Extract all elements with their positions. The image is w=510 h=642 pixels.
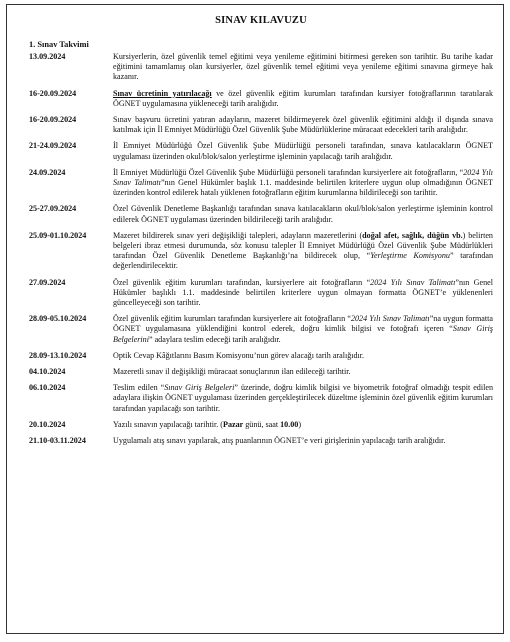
entry-text-part: Özel güvenlik eğitim kurumları tarafından, kursiyerlere ait fotoğrafların “ [113, 277, 371, 287]
entry-date: 20.10.2024 [29, 419, 66, 429]
schedule-entry [29, 141, 493, 161]
entry-date: 24.09.2024 [29, 167, 66, 177]
entry-text: Özel Güvenlik Denetleme Başkanlığı tarafından sınava katılacakların okul/blok/salon yerleştirme işleminin kontrol edilerek ÖGNET uygulaması üzerinden bildirileceği tarih aralığıdır. [113, 204, 493, 224]
entry-text-part: ”na uygun formatta ÖGNET uygulamasına yüklendiğini kontrol ederek, doğru kimlik bilgisi ve fotoğrafı içeren “ [113, 314, 493, 334]
schedule-entry [29, 168, 493, 199]
entry-text-part: ) belirten belgeleri ibraz etmesi durumunda, söz konusu talepler İl Emniyet Müdürlüğü Özel Güvenlik Şube Müdürlükleri tarafından Özel Güvenlik Denetleme Başkanlığı’na bildirecek olup, “ [113, 230, 493, 261]
entry-text-part: günü, saat [243, 419, 281, 429]
italic-phrase: Yerleştirme Komisyonu [370, 251, 450, 261]
entry-text: Mazeretli sınav il değişikliği müracaat sonuçlarının ilan edileceği tarihtir. [113, 367, 351, 377]
schedule-entry [29, 115, 493, 135]
bold-phrase: 10.00 [280, 419, 299, 429]
entry-text-part: ” adaylara teslim edeceği tarih aralığıdır. [148, 334, 281, 344]
entry-text: Optik Cevap Kâğıtlarını Basım Komisyonu’nun görev alacağı tarih aralığıdır. [113, 350, 365, 360]
entry-date: 06.10.2024 [29, 383, 66, 393]
entry-text-part: Yazılı sınavın yapılacağı tarihtir. ( [113, 419, 223, 429]
schedule-entry [29, 204, 493, 224]
entry-text [113, 383, 493, 414]
schedule-entry [29, 351, 493, 361]
entry-date: 25-27.09.2024 [29, 204, 77, 214]
italic-phrase: 2024 Yılı Sınav Talimatı [350, 314, 430, 324]
schedule-entry [29, 436, 493, 446]
italic-phrase: Sınav Giriş Belgeleri [164, 383, 235, 393]
schedule-entry [29, 278, 493, 309]
schedule-entry [29, 52, 493, 83]
entry-text [113, 168, 493, 199]
entry-text: Sınav başvuru ücretini yatıran adayların, mazeret bildirmeyerek özel güvenlik eğitimini aldığı il dışında sınava katılmak için İl Emniyet Müdürlüğü Özel Güvenlik Şube Müdürlüklerine müracaat edecekleri tarih aralığıdır. [113, 115, 493, 135]
entry-date: 16-20.09.2024 [29, 88, 77, 98]
schedule-entry [29, 89, 493, 109]
schedule-entry [29, 420, 493, 430]
entry-text [113, 231, 493, 272]
entry-text-part: ) [298, 419, 302, 429]
italic-phrase: Sınav Giriş Belgelerini [113, 324, 493, 344]
entry-text-part: ”nın Genel Hükümler başlık 1.1. maddesinde belirtilen kriterlere uygun olup olmadığının ÖGNET üzerinden kontrol edilerek hatalı yüklenen fotoğrafların eğitim kurumlarına bildirileceği son tarihtir. [113, 178, 493, 198]
entry-text [113, 420, 493, 430]
entry-text-part: Özel güvenlik eğitim kurumları tarafından kursiyerlere ait fotoğrafların “ [113, 314, 351, 324]
document-title: SINAV KILAVUZU [215, 15, 307, 26]
entry-text-part: ve özel güvenlik eğitim kurumları tarafından kursiyer fotoğraflarının taratılarak ÖGNET uygulamasına yükleneceği tarih aralığıdır. [113, 88, 493, 108]
entry-text: Uygulamalı atış sınavı yapılarak, atış puanlarının ÖGNET’e veri girişlerinin yapılacağı tarih aralığıdır. [113, 436, 446, 446]
section-heading: 1. Sınav Takvimi [29, 40, 89, 49]
entry-text-part: İl Emniyet Müdürlüğü Özel Güvenlik Şube Müdürlüğü personeli tarafından kursiyerlere ait fotoğrafların, “ [113, 167, 464, 177]
entry-text [113, 278, 493, 309]
entry-text [113, 89, 493, 109]
bold-phrase: Sınav ücretinin yatırılacağı [113, 88, 212, 98]
entry-text-part: ” tarafından değerlendirilecektir. [113, 251, 494, 271]
italic-phrase: 2024 Yılı Sınav Talimatı [370, 277, 456, 287]
entry-text: Kursiyerlerin, özel güvenlik temel eğitimi veya yenileme eğitimini bitirmesi gereken son tarihtir. Bu tarihe kadar eğitimini tamamlamış olan kursiyerler, özel güvenlik temel eğitimi veya yenileme eğitimi sınavına girmeye hak kazanır. [113, 52, 493, 82]
entry-text: İl Emniyet Müdürlüğü Özel Güvenlik Şube Müdürlüğü personeli tarafından, sınava katılacakların ÖGNET uygulaması üzerinden okul/blok/salon yerleştirme işleminin yapılacağı tarih aralığıdır. [113, 141, 493, 161]
entry-date: 04.10.2024 [29, 367, 66, 377]
italic-phrase: 2024 Yılı Sınav Talimatı [113, 167, 493, 188]
entry-text-part: ”nın Genel Hükümler başlıklı 1.1. maddesinde belirtilen kriterlere uygun olmayan formatta ÖGNET’e yüklenenleri güncelleyeceği son tarihtir. [113, 277, 493, 308]
schedule-entry [29, 314, 493, 345]
entry-date: 21.10-03.11.2024 [29, 436, 86, 446]
schedule-entry [29, 231, 493, 272]
entry-date: 21-24.09.2024 [29, 141, 77, 151]
entry-date: 16-20.09.2024 [29, 115, 77, 125]
entry-date: 28.09-05.10.2024 [29, 314, 87, 324]
entry-text [113, 314, 493, 345]
bold-phrase: Pazar [223, 419, 244, 429]
entry-date: 28.09-13.10.2024 [29, 350, 87, 360]
entry-date: 27.09.2024 [29, 277, 66, 287]
entry-date: 25.09-01.10.2024 [29, 230, 87, 240]
entry-text-part: ” üzerinde, doğru kimlik bilgisi ve biyometrik fotoğraf olmadığı tespit edilen adaylara ilişkin ÖGNET uygulaması üzerinden gerçekleştirilecek düzeltme işleminin özel güvenlik eğitim kurumları tarafından yapılacağı son tarihtir. [113, 383, 493, 413]
entry-date: 13.09.2024 [29, 52, 66, 61]
schedule-entry [29, 383, 493, 414]
document-page [6, 4, 504, 634]
entry-text-part: Mazeret bildirerek sınav yeri değişikliği talepleri, adayların mazeretlerini ( [113, 230, 363, 240]
schedule-entry [29, 367, 493, 377]
bold-phrase: doğal afet, sağlık, düğün vb. [362, 230, 463, 240]
entry-text-part: Teslim edilen “ [113, 383, 165, 393]
